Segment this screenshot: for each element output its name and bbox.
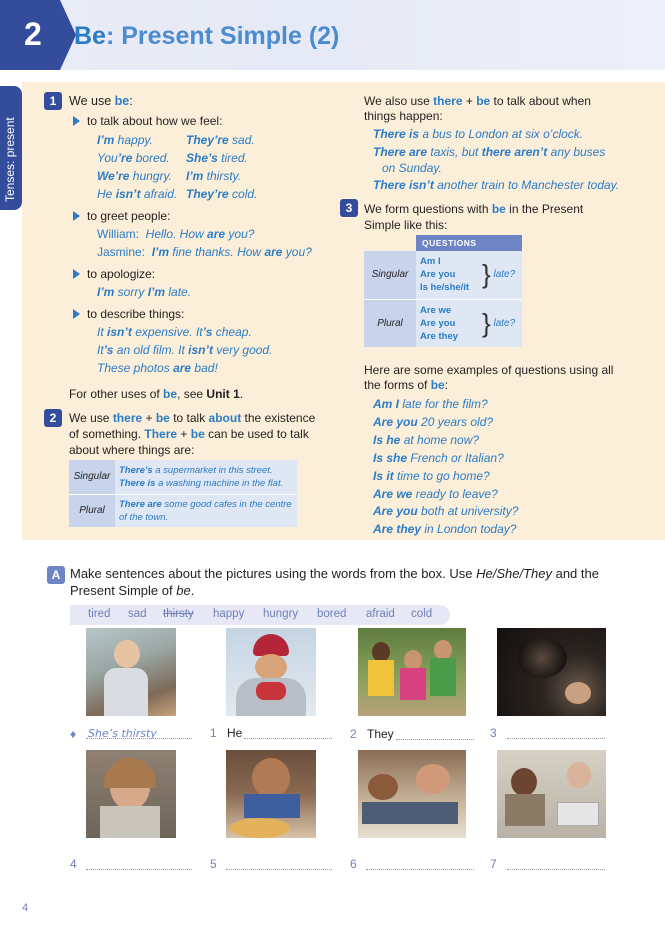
s1-apologize: to apologize: bbox=[87, 267, 156, 281]
question-ex-4: Is she French or Italian? bbox=[373, 451, 504, 465]
feel-ex-5: We’re hungry. bbox=[97, 169, 172, 183]
item-7-number: 7 bbox=[490, 857, 497, 871]
example-line bbox=[86, 738, 192, 739]
page-title bbox=[74, 22, 339, 51]
picture-children-happy bbox=[358, 628, 466, 716]
word-tired: tired bbox=[88, 608, 111, 620]
greet-jasmine: Jasmine: I’m fine thanks. How are you? bbox=[97, 245, 312, 259]
section-3-number: 3 bbox=[340, 199, 358, 217]
unit-header bbox=[0, 0, 665, 70]
feel-ex-4: She’s tired. bbox=[186, 151, 248, 165]
picture-people-sad bbox=[497, 750, 606, 838]
picture-girl-bored bbox=[86, 750, 176, 838]
q-singular-late: } late? bbox=[478, 251, 522, 299]
title-rest: : Present Simple (2) bbox=[105, 22, 340, 50]
questions-header: QUESTIONS bbox=[416, 235, 522, 251]
item-1-answer-input[interactable] bbox=[244, 724, 332, 739]
s3-examples-intro-1: Here are some examples of questions using all bbox=[364, 363, 614, 377]
unit-number: 2 bbox=[24, 16, 42, 52]
s1-other-uses: For other uses of be, see Unit 1. bbox=[69, 387, 244, 401]
s2-line-1: We use there + be to talk about the existence bbox=[69, 411, 316, 425]
r1-ex-1: There is a bus to London at six o’clock. bbox=[373, 127, 584, 141]
word-happy: happy bbox=[213, 608, 245, 620]
item-6-number: 6 bbox=[350, 857, 357, 871]
s2-line-2: of something. There + be can be used to talk bbox=[69, 427, 309, 441]
bullet-arrow-icon bbox=[73, 211, 80, 221]
item-3-answer-input[interactable] bbox=[507, 724, 605, 739]
picture-girl-drinking bbox=[86, 628, 176, 716]
q-plural-forms: Are we Are you Are they bbox=[416, 299, 478, 347]
question-ex-7: Are you both at university? bbox=[373, 504, 519, 518]
q-plural-late: } late? bbox=[478, 299, 522, 347]
word-cold: cold bbox=[411, 608, 433, 620]
word-thirsty: thirsty bbox=[163, 608, 194, 620]
feel-ex-6: I’m thirsty. bbox=[186, 169, 242, 183]
example-answer: She’s thirsty bbox=[88, 727, 157, 740]
q-plural-label: Plural bbox=[364, 299, 416, 347]
bullet-arrow-icon bbox=[73, 269, 80, 279]
questions-table bbox=[364, 235, 522, 347]
question-ex-8: Are they in London today? bbox=[373, 522, 517, 536]
word-box bbox=[70, 605, 450, 625]
picture-man-afraid bbox=[497, 628, 606, 716]
describe-ex-3: These photos are bad! bbox=[97, 361, 218, 375]
s1-greet: to greet people: bbox=[87, 209, 171, 223]
there-be-table bbox=[69, 460, 297, 527]
section-1-number: 1 bbox=[44, 92, 62, 110]
feel-ex-1: I’m happy. bbox=[97, 133, 153, 147]
side-tab bbox=[0, 86, 22, 210]
q-singular-label: Singular bbox=[364, 251, 416, 299]
question-ex-2: Are you 20 years old? bbox=[373, 415, 494, 429]
item-2-number: 2 bbox=[350, 727, 357, 741]
item-6-answer-input[interactable] bbox=[366, 855, 474, 870]
s1-describe: to describe things: bbox=[87, 307, 185, 321]
exercise-instruction-1: Make sentences about the pictures using the words from the box. Use He/She/They and the bbox=[70, 566, 599, 581]
bullet-arrow-icon bbox=[73, 309, 80, 319]
feel-ex-2: They’re sad. bbox=[186, 133, 255, 147]
describe-ex-1: It isn’t expensive. It’s cheap. bbox=[97, 325, 252, 339]
greet-william: William: Hello. How are you? bbox=[97, 227, 255, 241]
section-2-number: 2 bbox=[44, 409, 62, 427]
item-4-number: 4 bbox=[70, 857, 77, 871]
feel-ex-3: You’re bored. bbox=[97, 151, 170, 165]
exercise-instruction-2: Present Simple of be. bbox=[70, 583, 195, 598]
item-1-starter: He bbox=[227, 726, 243, 740]
bullet-arrow-icon bbox=[73, 116, 80, 126]
word-bored: bored bbox=[317, 608, 347, 620]
r1-line-1: We also use there + be to talk about when bbox=[364, 94, 591, 108]
r1-ex-3: There isn’t another train to Manchester today. bbox=[373, 178, 620, 192]
plural-label: Plural bbox=[69, 494, 115, 527]
singular-examples: There’s a supermarket in this street. There is a washing machine in the flat. bbox=[115, 460, 297, 494]
s3-line-1: We form questions with be in the Present bbox=[364, 202, 584, 216]
item-2-starter: They bbox=[367, 727, 394, 741]
q-singular-forms: Am I Are you Is he/she/it bbox=[416, 251, 478, 299]
apologize-ex: I’m sorry I’m late. bbox=[97, 285, 192, 299]
item-4-answer-input[interactable] bbox=[86, 855, 192, 870]
s3-line-2: Simple like this: bbox=[364, 218, 448, 232]
describe-ex-2: It’s an old film. It isn’t very good. bbox=[97, 343, 273, 357]
example-diamond-icon: ♦ bbox=[70, 727, 77, 741]
word-afraid: afraid bbox=[366, 608, 395, 620]
r1-ex-2b: on Sunday. bbox=[382, 161, 442, 175]
s2-line-3: about where things are: bbox=[69, 443, 195, 457]
item-3-number: 3 bbox=[490, 726, 497, 740]
page-number: 4 bbox=[22, 902, 29, 914]
r1-line-2: things happen: bbox=[364, 109, 443, 123]
item-2-answer-input[interactable] bbox=[396, 725, 474, 740]
s3-examples-intro-2: the forms of be: bbox=[364, 378, 449, 392]
question-ex-6: Are we ready to leave? bbox=[373, 487, 498, 501]
s1-intro: We use be: bbox=[69, 94, 133, 108]
word-hungry: hungry bbox=[263, 608, 299, 620]
title-be: Be bbox=[74, 22, 106, 50]
exercise-a-letter: A bbox=[47, 566, 65, 584]
item-5-number: 5 bbox=[210, 857, 217, 871]
item-1-number: 1 bbox=[210, 726, 217, 740]
picture-boy-cold bbox=[226, 628, 316, 716]
feel-ex-7: He isn’t afraid. bbox=[97, 187, 178, 201]
picture-students-tired bbox=[358, 750, 466, 838]
word-sad: sad bbox=[128, 608, 147, 620]
item-7-answer-input[interactable] bbox=[507, 855, 605, 870]
feel-ex-8: They’re cold. bbox=[186, 187, 258, 201]
question-ex-5: Is it time to go home? bbox=[373, 469, 490, 483]
singular-label: Singular bbox=[69, 460, 115, 494]
r1-ex-2: There are taxis, but there aren’t any buses bbox=[373, 145, 606, 159]
question-ex-3: Is he at home now? bbox=[373, 433, 480, 447]
picture-boy-hungry bbox=[226, 750, 316, 838]
plural-examples: There are some good cafes in the centre of the town. bbox=[115, 494, 297, 527]
item-5-answer-input[interactable] bbox=[226, 855, 332, 870]
s1-feel: to talk about how we feel: bbox=[87, 114, 223, 128]
question-ex-1: Am I late for the film? bbox=[373, 397, 488, 411]
side-tab-label: Tenses: present bbox=[3, 117, 17, 202]
